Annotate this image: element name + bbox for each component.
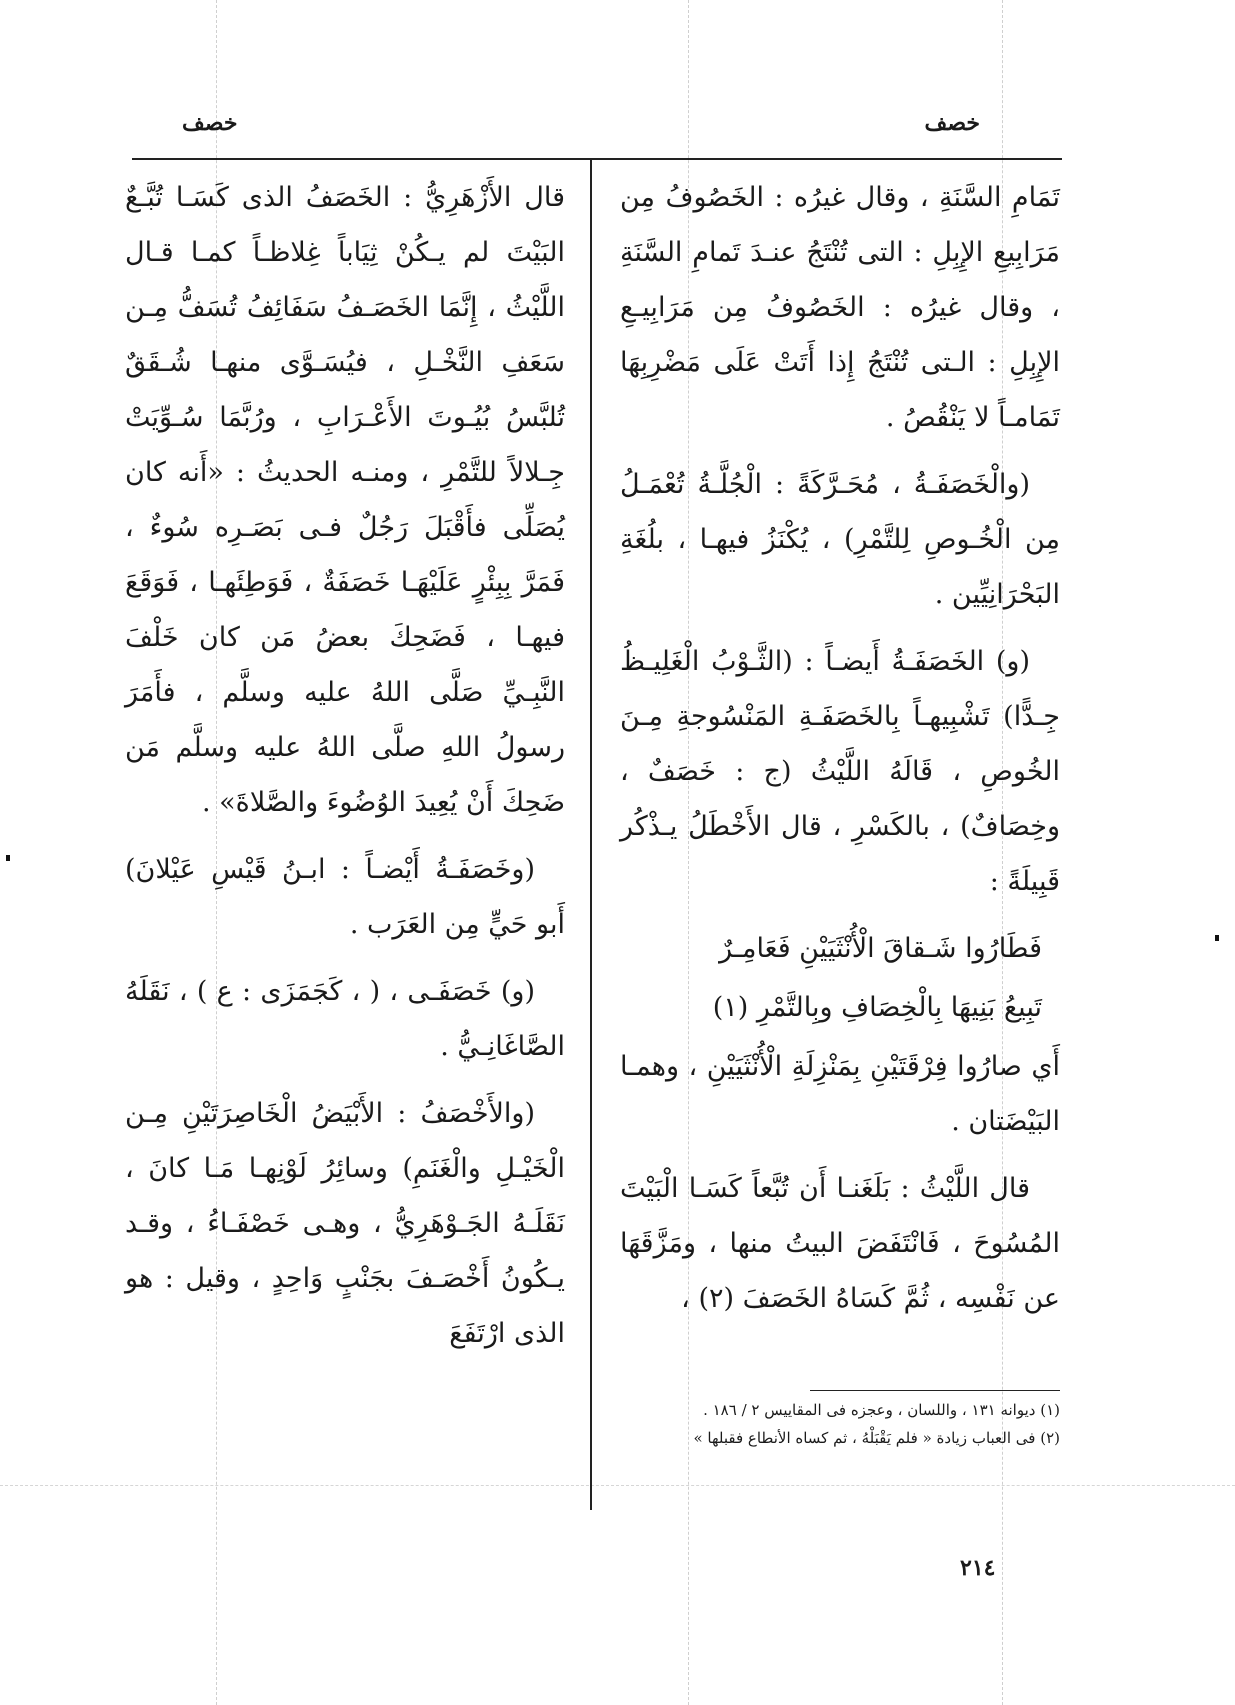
- column-divider: [590, 160, 592, 1510]
- page-number: ٢١٤: [960, 1555, 996, 1581]
- left-column: [125, 170, 565, 1373]
- running-head-right: خصف: [924, 110, 980, 136]
- paragraph: (و) الخَصَفَـةُ أَيضـاً : (الثَّـوْبُ الْغَلِيـظُ جِـدًّا) تَشْبِيهـاً بِالخَصَفَـةِ المَنْسُوجةِ مِـنَ الخُوصِ ، قَالَهُ اللَّيْثُ (ج : خَصَفٌ ، وخِصَافٌ) ، بالكَسْرِ ، قال الأَخْطَلُ يـذْكُر قَبِيلَةً :: [620, 646, 1060, 897]
- header-rule: [132, 158, 1062, 160]
- paragraph: (والأَخْصَفُ : الأَبْيَضُ الْخَاصِرَتَيْنِ مِـن الْخَيْـلِ والْغَنَمِ) وسائِرُ لَوْنِهـا مَـا كانَ ، نَقَلَـهُ الجَـوْهَرِيُّ ، وهـى خَصْفَـاءُ ، وقـد يـكُونُ أَخْصَـفَ بجَنْبٍ وَاحِدٍ ، وقيل : هو الذى ارْتَفَعَ: [125, 1098, 565, 1349]
- verse-line: فَطَارُوا شَـقاقَ الْأُنْثَيَيْنِ فَعَامِـرٌ: [719, 933, 1042, 964]
- scan-speck: [6, 855, 10, 861]
- fold-guide-horizontal: [0, 1485, 1235, 1486]
- footnotes: [620, 1398, 1060, 1454]
- paragraph: قال الأَزْهَرِيُّ : الخَصَفُ الذى كَسَـا تُبَّـعٌ البَيْتَ لم يـكُنْ ثِيَاباً غِلاظـاً كمـا قـال اللَّيْثُ ، إِنَّمَا الخَصَـفُ سَفَائِفُ تُسَفُّ مِـن سَعَفِ النَّخْـلِ ، فيُسَـوَّى منهـا شُـقَقٌ تُلبَّسُ بُيُـوتَ الأَعْـرَابِ ، ورُبَّمَا سُـوِّيَتْ جِـلالاً للتَّمْرِ ، ومنـه الحديثُ : «أَنه كان يُصَلِّى فأَقْبَلَ رَجُلٌ فـى بَصَـرِه سُوءٌ ، فَمَرَّ بِبِئْرٍ عَلَيْهَـا خَصَفَةٌ ، فَوَطِئَهـا ، فَوَقَعَ فيهـا ، فَضَحِكَ بعضُ مَن كان خَلْفَ النَّبِـيِّ صَلَّى اللهُ عليه وسلَّم ، فأَمَرَ رسولُ اللهِ صلَّى اللهُ عليه وسلَّم مَن ضَحِكَ أَنْ يُعِيدَ الوُضُوءَ والصَّلاةَ» .: [125, 182, 565, 818]
- paragraph: (وخَصَفَـةُ أَيْضـاً : ابـنُ قَيْسِ عَيْلانَ) أَبو حَيٍّ مِن العَرَب .: [125, 854, 565, 940]
- right-column: [620, 170, 1060, 1338]
- verse-line: تَبِيعُ بَنِيهَا بِالْخِصَافِ وبِالتَّمْرِ (١): [712, 992, 1042, 1023]
- paragraph: (والْخَصَفَـةُ ، مُحَـرَّكَةً : الْجُلَّـةُ تُعْمَـلُ مِن الْخُـوصِ لِلتَّمْرِ) ، يُكْنَزُ فيهـا ، بلُغَةِ البَحْرَانِيِّين .: [620, 469, 1060, 610]
- footnote-rule: [810, 1390, 1060, 1391]
- paragraph: أَي صارُوا فِرْقَتَيْنِ بِمَنْزِلَةِ الْأُنْثَيَيْنِ ، وهمـا البَيْضَتان .: [620, 1051, 1060, 1137]
- paragraph: (و) خَصَفَـى ، ( ، كَجَمَزَى : ع ) ، نَقَلَهُ الصَّاغَانِـيُّ .: [125, 976, 565, 1062]
- footnote: (٢) فى العباب زيادة « فلم يَقْبَلْهُ ، ثم كساه الأنطاع فقبلها »: [693, 1429, 1060, 1447]
- scan-speck: [1215, 935, 1219, 941]
- running-head-left: خصف: [182, 110, 238, 136]
- paragraph: قال اللَّيْثُ : بَلَغَنـا أَن تُبَّعاً كَسَـا الْبَيْتَ المُسُوحَ ، فَانْتَفَضَ البيتُ منها ، ومَزَّقَهَا عن نَفْسِه ، ثُمَّ كَسَاهُ الخَصَفَ (٢) ،: [620, 1173, 1060, 1314]
- paragraph: تَمَامِ السَّنَةِ ، وقال غيرُه : الخَصُوفُ مِن مَرَابِيعِ الإِبِلِ : التى تُنْتَجُ عنـدَ تَمامِ السَّنَةِ ، وقال غيرُه : الخَصُوفُ مِن مَرَابِيـعِ الإِبِلِ : الـتى تُنْتَجُ إِذا أَتَتْ عَلَى مَضْرِبِهَا تَمَامـاً لا يَنْقُصُ .: [620, 182, 1060, 433]
- footnote: (١) ديوانه ١٣١ ، واللسان ، وعجزه فى المقاييس ٢ / ١٨٦ .: [703, 1401, 1060, 1419]
